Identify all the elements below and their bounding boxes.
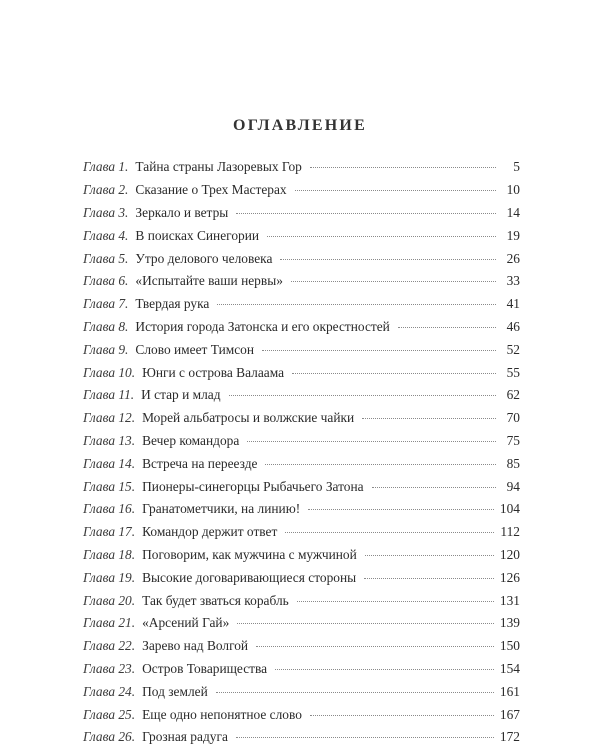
dot-leader (362, 405, 496, 419)
page-title: ОГЛАВЛЕНИЕ (233, 117, 367, 134)
chapter-title: Высокие договаривающиеся стороны (142, 569, 357, 585)
dot-leader (310, 701, 494, 715)
chapter-label: Глава 19. (83, 569, 136, 585)
dot-leader (262, 336, 496, 350)
dot-leader (285, 519, 494, 533)
chapter-title: Зеркало и ветры (135, 204, 229, 220)
chapter-label: Глава 14. (83, 455, 136, 471)
page-number: 46 (506, 318, 520, 334)
chapter-title: Вечер командора (142, 432, 240, 448)
chapter-title: «Арсений Гай» (142, 615, 230, 631)
page-number: 70 (506, 410, 520, 426)
chapter-label: Глава 12. (83, 410, 136, 426)
dot-leader (295, 177, 496, 191)
page-number: 5 (513, 159, 520, 175)
chapter-label: Глава 10. (83, 364, 136, 380)
dot-leader (280, 245, 496, 259)
toc-entry (83, 727, 520, 750)
chapter-label: Глава 21. (83, 615, 136, 631)
chapter-label: Глава 24. (83, 683, 136, 699)
dot-leader (265, 450, 496, 464)
page-number: 85 (506, 455, 520, 471)
chapter-title: В поисках Синегории (135, 227, 260, 243)
chapter-title: Под землей (142, 683, 208, 699)
chapter-label: Глава 20. (83, 592, 136, 608)
page-number: 150 (499, 638, 520, 654)
dot-leader (310, 154, 496, 168)
page-number: 52 (506, 341, 520, 357)
dot-leader (229, 382, 496, 396)
page-number: 94 (506, 478, 520, 494)
dot-leader (372, 473, 496, 487)
dot-leader (247, 428, 496, 442)
chapter-title: Так будет зваться корабль (142, 592, 289, 608)
dot-leader (267, 222, 496, 236)
page-number: 112 (500, 524, 520, 540)
chapter-title: Грозная радуга (142, 729, 228, 745)
chapter-title: Гранатометчики, на линию! (142, 501, 301, 517)
dot-leader (236, 200, 496, 214)
table-of-contents (83, 157, 520, 750)
chapter-label: Глава 25. (83, 706, 136, 722)
chapter-title: Зарево над Волгой (142, 638, 249, 654)
chapter-title: История города Затонска и его окрестностей (135, 318, 390, 334)
page-number: 161 (499, 683, 520, 699)
dot-leader (292, 359, 496, 373)
chapter-label: Глава 18. (83, 546, 136, 562)
page-number: 10 (506, 182, 520, 198)
chapter-label: Глава 16. (83, 501, 136, 517)
chapter-label: Глава 13. (83, 432, 136, 448)
page-number: 126 (499, 569, 520, 585)
chapter-title: Встреча на переезде (142, 455, 258, 471)
page-number: 55 (506, 364, 520, 380)
chapter-label: Глава 11. (83, 387, 135, 403)
chapter-title: Остров Товарищества (142, 660, 268, 676)
dot-leader (216, 678, 494, 692)
chapter-title: Слово имеет Тимсон (135, 341, 255, 357)
chapter-label: Глава 1. (83, 159, 129, 175)
dot-leader (291, 268, 496, 282)
chapter-title: Поговорим, как мужчина с мужчиной (142, 546, 357, 562)
page-number: 14 (506, 204, 520, 220)
dot-leader (364, 564, 494, 578)
page-number: 33 (506, 273, 520, 289)
chapter-label: Глава 9. (83, 341, 129, 357)
chapter-label: Глава 26. (83, 729, 136, 745)
chapter-label: Глава 23. (83, 660, 136, 676)
chapter-title: Сказание о Трех Мастерах (135, 182, 287, 198)
page-number: 75 (506, 432, 520, 448)
chapter-label: Глава 2. (83, 182, 129, 198)
dot-leader (256, 633, 494, 647)
dot-leader (275, 656, 494, 670)
chapter-label: Глава 7. (83, 296, 129, 312)
chapter-label: Глава 3. (83, 204, 129, 220)
chapter-title: Твердая рука (135, 296, 210, 312)
page-number: 120 (499, 546, 520, 562)
dot-leader (236, 724, 494, 738)
dot-leader (365, 542, 494, 556)
chapter-label: Глава 5. (83, 250, 129, 266)
page-number: 26 (506, 250, 520, 266)
dot-leader (398, 314, 496, 328)
chapter-title: «Испытайте ваши нервы» (135, 273, 283, 289)
chapter-title: Морей альбатросы и волжские чайки (142, 410, 355, 426)
page-number: 167 (499, 706, 520, 722)
dot-leader (237, 610, 494, 624)
chapter-title: Пионеры-синегорцы Рыбачьего Затона (142, 478, 364, 494)
chapter-title: Утро делового человека (135, 250, 273, 266)
chapter-title: Командор держит ответ (142, 524, 278, 540)
page-number: 154 (499, 660, 520, 676)
page-number: 104 (499, 501, 520, 517)
page-number: 62 (506, 387, 520, 403)
chapter-label: Глава 17. (83, 524, 136, 540)
page-number: 172 (499, 729, 520, 745)
page-number: 19 (506, 227, 520, 243)
chapter-label: Глава 15. (83, 478, 136, 494)
chapter-title: Юнги с острова Валаама (142, 364, 285, 380)
chapter-label: Глава 4. (83, 227, 129, 243)
chapter-label: Глава 22. (83, 638, 136, 654)
chapter-label: Глава 8. (83, 318, 129, 334)
dot-leader (217, 291, 496, 305)
chapter-title: Тайна страны Лазоревых Гор (135, 159, 302, 175)
chapter-title: И стар и млад (141, 387, 221, 403)
page-number: 139 (499, 615, 520, 631)
chapter-title: Еще одно непонятное слово (142, 706, 302, 722)
dot-leader (308, 496, 494, 510)
chapter-label: Глава 6. (83, 273, 129, 289)
dot-leader (297, 587, 494, 601)
page-number: 41 (506, 296, 520, 312)
page-number: 131 (499, 592, 520, 608)
